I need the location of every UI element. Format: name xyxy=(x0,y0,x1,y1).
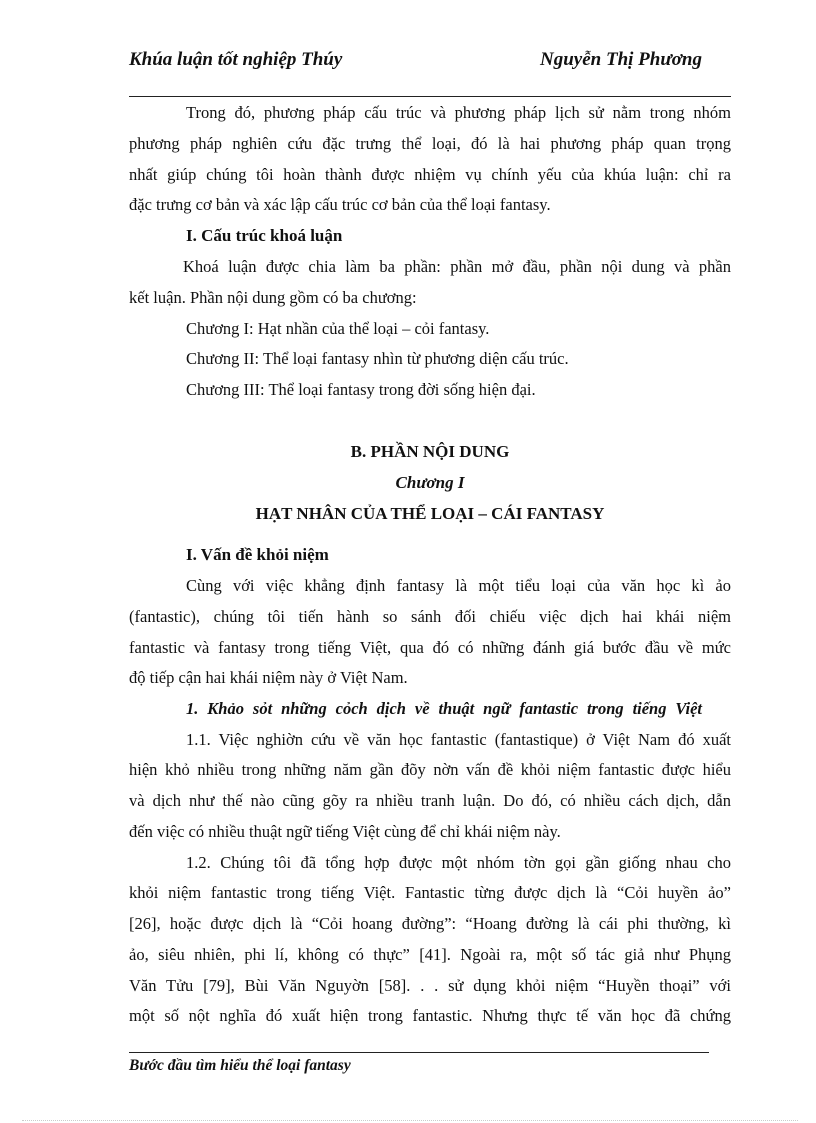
paragraph-line: Văn Tửu [79], Bùi Văn Nguyờn [58]. . . sử dụng khỏi niệm “Huyền thoại” với xyxy=(129,976,731,995)
chapter-list-item: Chương III: Thể loại fantasy trong đời sống hiện đại. xyxy=(186,380,536,399)
paragraph-line: một số nột nghĩa đó xuất hiện trong fantastic. Nhưng thực tế văn học đã chứng xyxy=(129,1006,731,1025)
paragraph-line: đến việc có nhiều thuật ngữ tiếng Việt cùng để chỉ khái niệm này. xyxy=(129,822,561,841)
paragraph-line: phương pháp nghiên cứu đặc trưng thể loại, đó là hai phương pháp quan trọng xyxy=(129,134,731,153)
chapter-title: HẠT NHÂN CỦA THỂ LOẠI – CÁI FANTASY xyxy=(255,504,605,523)
paragraph-line: ảo, siêu nhiên, phi lí, không có thực” [41]. Ngoài ra, một số tác giả như Phụng xyxy=(129,945,731,964)
paragraph-line: Trong đó, phương pháp cấu trúc và phương pháp lịch sử nằm trong nhóm xyxy=(186,103,731,122)
part-title: B. PHẦN NỘI DUNG xyxy=(350,442,510,461)
paragraph-line: Cùng với việc khẳng định fantasy là một tiểu loại của văn học kì ảo xyxy=(186,576,731,595)
paragraph-line: 1.1. Việc nghiờn cứu về văn học fantastic (fantastique) ở Việt Nam đó xuất xyxy=(186,730,731,749)
paragraph-line: khỏi niệm fantastic trong tiếng Việt. Fantastic từng được dịch là “Cỏi huyền ảo” xyxy=(129,883,731,902)
header-thesis-title: Khúa luận tốt nghiệp Thúy xyxy=(129,49,343,70)
footer-title: Bước đầu tìm hiểu thể loại fantasy xyxy=(129,1057,351,1074)
section-heading-structure: I. Cấu trúc khoá luận xyxy=(186,226,343,245)
paragraph-line: fantastic và fantasy trong tiếng Việt, qua đó có những đánh giá bước đầu về mức xyxy=(129,638,731,657)
subheading-translation-survey: 1. Khảo sỏt những cỏch dịch về thuật ngữ fantastic trong tiếng Việt xyxy=(186,699,702,718)
paragraph-line: hiện khỏ nhiều trong những năm gần đõy nờn vấn đề khỏi niệm fantastic được hiểu xyxy=(129,760,731,779)
paragraph-line: độ tiếp cận hai khái niệm này ở Việt Nam. xyxy=(129,668,408,687)
paragraph-line: và dịch như thế nào cũng gõy ra nhiều tranh luận. Do đó, có nhiều cách dịch, dẫn xyxy=(129,791,731,810)
section-heading-concept: I. Vấn đề khỏi niệm xyxy=(186,545,329,564)
paragraph-line: [26], hoặc được dịch là “Cỏi hoang đường”: “Hoang đường là cái phi thường, kì xyxy=(129,914,731,933)
chapter-list-item: Chương II: Thể loại fantasy nhìn từ phương diện cấu trúc. xyxy=(186,349,569,368)
chapter-label: Chương I xyxy=(395,473,465,492)
page-bottom-edge xyxy=(22,1120,798,1121)
paragraph-line: 1.2. Chúng tôi đã tổng hợp được một nhóm tờn gọi gần giống nhau cho xyxy=(186,853,731,872)
header-author-name: Nguyễn Thị Phương xyxy=(540,49,702,70)
footer-divider xyxy=(129,1052,709,1053)
paragraph-line: đặc trưng cơ bản và xác lập cấu trúc cơ bản của thể loại fantasy. xyxy=(129,195,551,214)
chapter-list-item: Chương I: Hạt nhần của thể loại – cỏi fantasy. xyxy=(186,319,490,338)
paragraph-line: kết luận. Phần nội dung gồm có ba chương: xyxy=(129,288,417,307)
paragraph-line: nhất giúp chúng tôi hoàn thành được nhiệm vụ chính yếu của khúa luận: chỉ ra xyxy=(129,165,731,184)
paragraph-line: Khoá luận được chia làm ba phần: phần mở đầu, phần nội dung và phần xyxy=(183,257,731,276)
paragraph-line: (fantastic), chúng tôi tiến hành so sánh đối chiếu việc dịch hai khái niệm xyxy=(129,607,731,626)
